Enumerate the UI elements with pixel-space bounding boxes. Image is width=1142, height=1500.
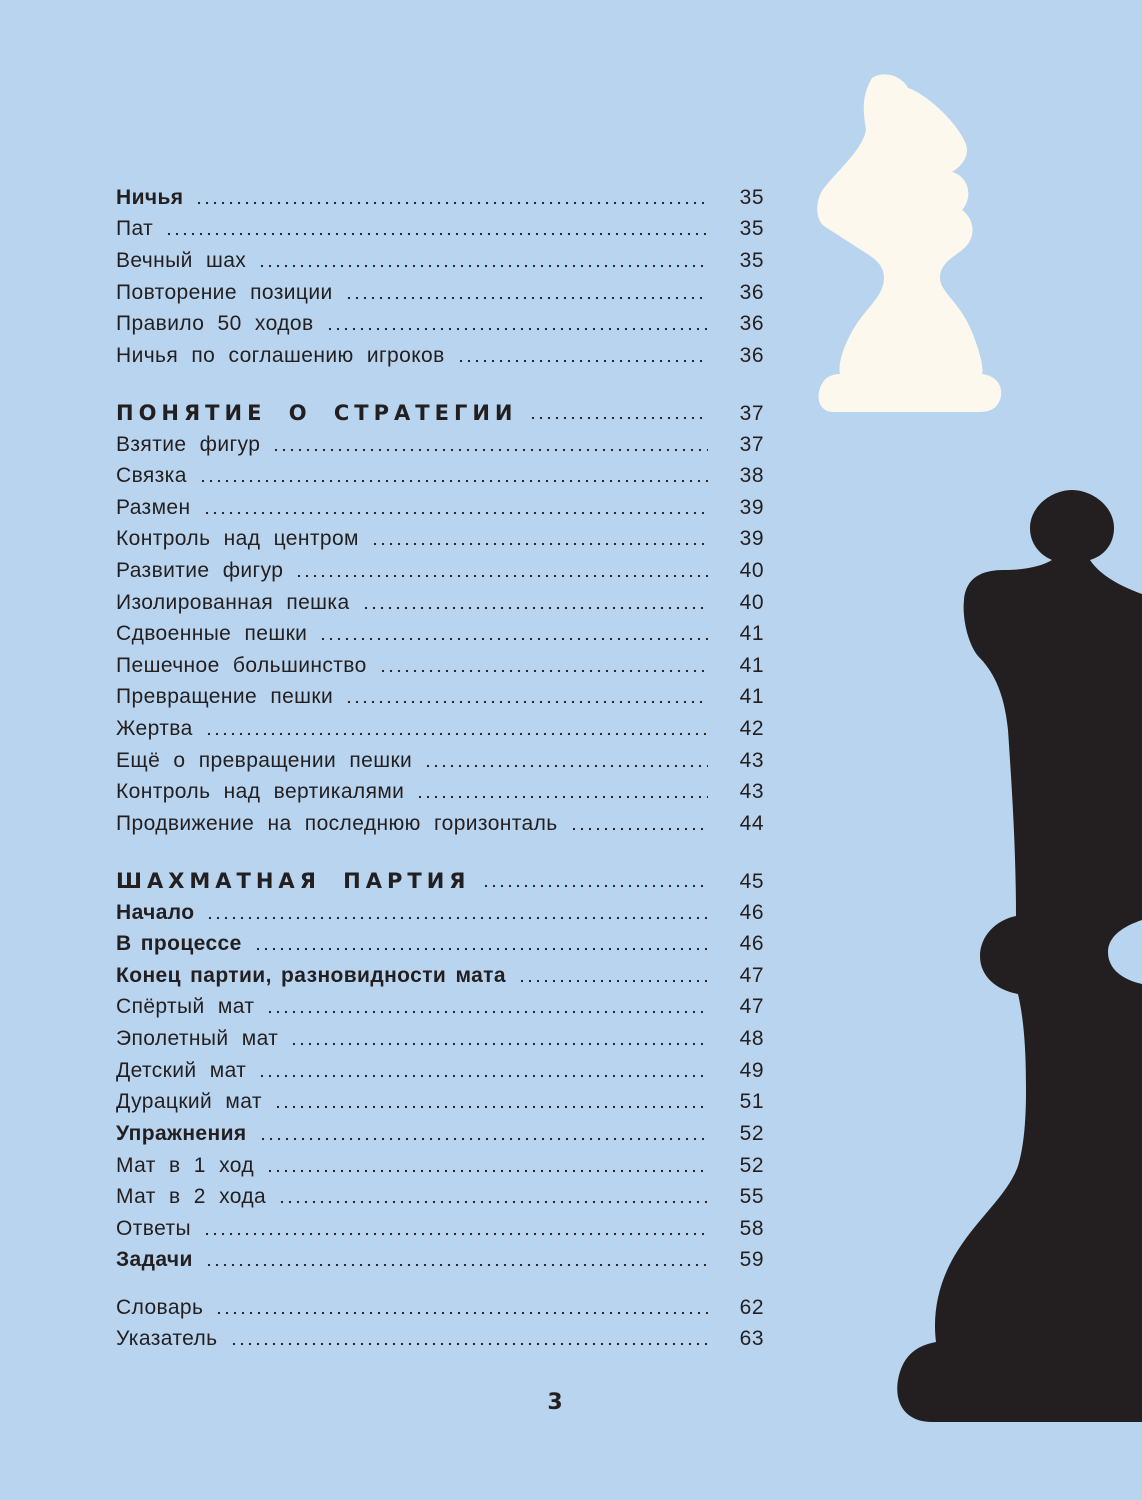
- white-bishop-icon: [812, 70, 1012, 416]
- toc-entry-title: Размен: [116, 496, 191, 519]
- dot-leader: [362, 606, 708, 610]
- toc-entry-page: 52: [739, 1122, 764, 1145]
- toc-entry-title: Упражнения: [116, 1122, 247, 1145]
- toc-entry: [116, 746, 764, 776]
- toc-entry-title: Вечный шах: [116, 249, 247, 272]
- dot-leader: [482, 884, 708, 888]
- toc-entry-title: Изолированная пешка: [116, 591, 350, 614]
- toc-entry: [116, 556, 764, 586]
- toc-entry-page: 39: [739, 527, 764, 550]
- toc-entry-page: 62: [739, 1296, 764, 1319]
- toc-entry-page: 40: [739, 559, 764, 582]
- toc-entry: [116, 1151, 764, 1181]
- toc-entry-title: Ещё о превращении пешки: [116, 749, 413, 772]
- toc-entry-page: 38: [739, 464, 764, 487]
- dot-leader: [319, 637, 708, 641]
- toc-entry-title: Словарь: [116, 1296, 204, 1319]
- toc-entry: [116, 214, 764, 244]
- dot-leader: [195, 201, 708, 205]
- toc-entry-title: Ответы: [116, 1217, 191, 1240]
- toc-entry: [116, 430, 764, 460]
- toc-entry: [116, 992, 764, 1022]
- toc-entry-page: 36: [739, 344, 764, 367]
- dot-leader: [457, 359, 708, 363]
- dot-leader: [199, 479, 708, 483]
- toc-entry: [116, 461, 764, 491]
- dot-leader: [230, 1342, 709, 1346]
- toc-entry-page: 49: [739, 1059, 764, 1082]
- toc-entry: [116, 898, 764, 928]
- dot-leader: [203, 511, 709, 515]
- toc-entry-title: Связка: [116, 464, 187, 487]
- toc-entry-title: Развитие фигур: [116, 559, 284, 582]
- toc-entry: [116, 588, 764, 618]
- toc-entry-title: В процессе: [116, 932, 242, 955]
- toc-entry: [116, 493, 764, 523]
- toc-entry-title: Мат в 1 ход: [116, 1154, 255, 1177]
- dot-leader: [529, 416, 708, 420]
- toc-entry-page: 58: [739, 1217, 764, 1240]
- dot-leader: [424, 764, 708, 768]
- toc-entry: [116, 278, 764, 308]
- toc-entry-page: 35: [739, 186, 764, 209]
- toc-entry-page: 46: [739, 932, 764, 955]
- toc-entry-page: 46: [739, 901, 764, 924]
- toc-entry: [116, 929, 764, 959]
- toc-entry-page: 40: [739, 591, 764, 614]
- dot-leader: [379, 669, 708, 673]
- dot-leader: [205, 1263, 708, 1267]
- toc-entry-title: Начало: [116, 901, 195, 924]
- toc-entry: [116, 398, 764, 428]
- toc-entry-page: 41: [739, 622, 764, 645]
- dot-leader: [518, 979, 708, 983]
- dot-leader: [326, 327, 708, 331]
- toc-entry-title: Сдвоенные пешки: [116, 622, 308, 645]
- toc-entry-page: 35: [739, 249, 764, 272]
- toc-entry-page: 51: [739, 1090, 764, 1113]
- toc-entry: [116, 1324, 764, 1354]
- toc-entry: [116, 961, 764, 991]
- dot-leader: [165, 232, 708, 236]
- dot-leader: [215, 1311, 708, 1315]
- toc-entry: [116, 777, 764, 807]
- toc-entry: [116, 1182, 764, 1212]
- toc-entry: [116, 866, 764, 896]
- dot-leader: [272, 448, 708, 452]
- toc-entry-page: 37: [739, 433, 764, 456]
- dot-leader: [570, 827, 708, 831]
- toc-entry: [116, 1119, 764, 1149]
- toc-entry-page: 55: [739, 1185, 764, 1208]
- toc-entry-page: 59: [739, 1248, 764, 1271]
- black-queen-icon: [892, 490, 1142, 1500]
- dot-leader: [254, 947, 708, 951]
- toc-entry: [116, 524, 764, 554]
- toc-entry-page: 63: [739, 1327, 764, 1350]
- toc-entry: [116, 1245, 764, 1275]
- dot-leader: [259, 1137, 708, 1141]
- toc-entry-page: 42: [739, 717, 764, 740]
- toc-entry-title: Указатель: [116, 1327, 218, 1350]
- toc-entry-title: Мат в 2 хода: [116, 1185, 267, 1208]
- dot-leader: [258, 1074, 708, 1078]
- toc-entry-page: 43: [739, 749, 764, 772]
- dot-leader: [258, 264, 708, 268]
- toc-entry: [116, 651, 764, 681]
- toc-entry-page: 52: [739, 1154, 764, 1177]
- toc-entry-title: Контроль над вертикалями: [116, 780, 405, 803]
- dot-leader: [266, 1010, 708, 1014]
- toc-entry-title: Дурацкий мат: [116, 1090, 262, 1113]
- dot-leader: [205, 732, 708, 736]
- toc-entry: [116, 1087, 764, 1117]
- toc-entry-title: Пат: [116, 217, 154, 240]
- toc-entry-title: Ничья по соглашению игроков: [116, 344, 445, 367]
- toc-entry-title: Повторение позиции: [116, 281, 333, 304]
- toc-entry-title: Детский мат: [116, 1059, 247, 1082]
- toc-entry-title: Продвижение на последнюю горизонталь: [116, 812, 558, 835]
- toc-entry-page: 44: [739, 812, 764, 835]
- toc-entry: [116, 309, 764, 339]
- dot-leader: [203, 1232, 708, 1236]
- toc-entry-page: 36: [739, 281, 764, 304]
- toc-entry-page: 47: [739, 995, 764, 1018]
- toc-entry-title: Превращение пешки: [116, 685, 334, 708]
- toc-entry: [116, 619, 764, 649]
- dot-leader: [274, 1105, 708, 1109]
- toc-entry: [116, 341, 764, 371]
- dot-leader: [345, 700, 708, 704]
- toc-entry-title: Эполетный мат: [116, 1027, 279, 1050]
- toc-entry-title: ШАХМАТНАЯ ПАРТИЯ: [116, 869, 471, 893]
- toc-entry: [116, 1056, 764, 1086]
- toc-entry: [116, 682, 764, 712]
- page-number: 3: [547, 1390, 563, 1415]
- toc-entry: [116, 714, 764, 744]
- dot-leader: [371, 542, 708, 546]
- toc-entry-page: 43: [739, 780, 764, 803]
- dot-leader: [206, 916, 708, 920]
- dot-leader: [278, 1200, 708, 1204]
- toc-entry-page: 37: [739, 402, 764, 425]
- toc-entry: [116, 1293, 764, 1323]
- toc-entry-title: Задачи: [116, 1248, 193, 1271]
- toc-entry-page: 35: [739, 217, 764, 240]
- toc-entry-title: Пешечное большинство: [116, 654, 367, 677]
- dot-leader: [266, 1169, 708, 1173]
- toc-entry: [116, 1024, 764, 1054]
- dot-leader: [295, 574, 708, 578]
- toc-entry-page: 41: [739, 685, 764, 708]
- toc-entry-title: Контроль над центром: [116, 527, 359, 550]
- toc-entry-title: Ничья: [116, 186, 184, 209]
- toc-entry-page: 45: [739, 870, 764, 893]
- toc-entry-title: Жертва: [116, 717, 193, 740]
- toc-entry-page: 39: [739, 496, 764, 519]
- dot-leader: [290, 1042, 708, 1046]
- toc-entry: [116, 246, 764, 276]
- dot-leader: [416, 795, 708, 799]
- toc-entry-title: Взятие фигур: [116, 433, 261, 456]
- toc-entry-title: ПОНЯТИЕ О СТРАТЕГИИ: [116, 401, 518, 425]
- toc-entry-page: 47: [739, 964, 764, 987]
- toc-entry-title: Спёртый мат: [116, 995, 255, 1018]
- toc-entry-page: 36: [739, 312, 764, 335]
- dot-leader: [345, 296, 708, 300]
- toc-entry: [116, 1214, 764, 1244]
- toc-entry: [116, 183, 764, 213]
- toc-entry-title: Правило 50 ходов: [116, 312, 314, 335]
- toc-entry-page: 41: [739, 654, 764, 677]
- toc-entry-page: 48: [739, 1027, 764, 1050]
- toc-entry-title: Конец партии, разновидности мата: [116, 964, 506, 987]
- toc-entry: [116, 809, 764, 839]
